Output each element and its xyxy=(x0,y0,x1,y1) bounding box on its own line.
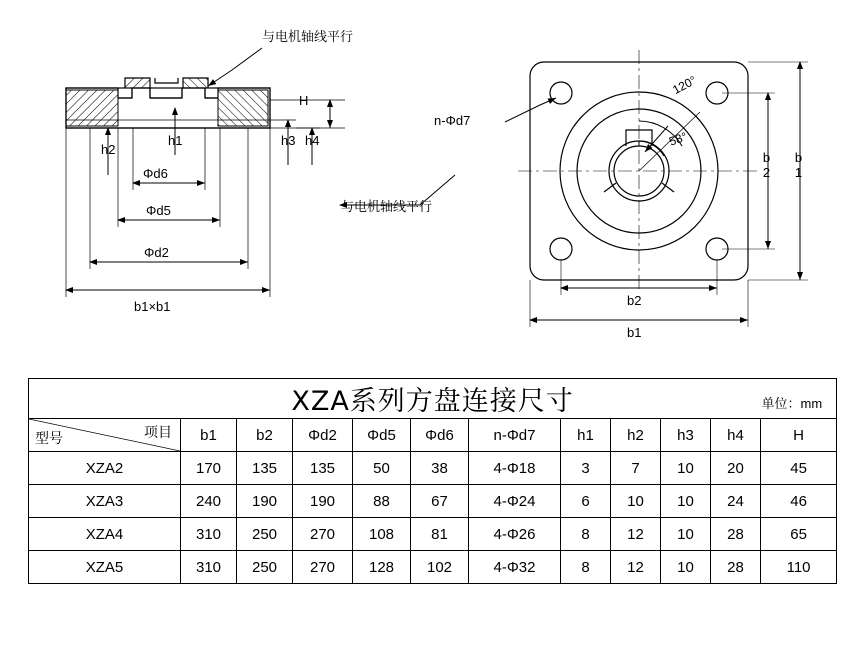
cell-xza4-d6: 81 xyxy=(411,518,469,551)
label-h4: h4 xyxy=(305,133,320,148)
label-d2: Φd2 xyxy=(144,245,169,260)
cell-xza5-h4: 28 xyxy=(711,551,761,584)
column-header-h3: h3 xyxy=(661,419,711,452)
cell-xza3-d5: 88 xyxy=(353,485,411,518)
table-title-row xyxy=(29,379,837,419)
table-row xyxy=(29,551,837,584)
cell-xza5-h2: 12 xyxy=(611,551,661,584)
table-title-cell xyxy=(29,379,837,419)
column-header-d7: n-Φd7 xyxy=(469,419,561,452)
cell-xza5-d7: 4-Φ32 xyxy=(469,551,561,584)
column-header-h4: h4 xyxy=(711,419,761,452)
table-corner-cell xyxy=(29,419,181,452)
cell-xza2-d5: 50 xyxy=(353,452,411,485)
column-header-d5: Φd5 xyxy=(353,419,411,452)
cell-xza2-h1: 3 xyxy=(561,452,611,485)
dimensions-table-wrapper xyxy=(28,378,836,584)
cell-xza2-d7: 4-Φ18 xyxy=(469,452,561,485)
cell-xza3-d6: 67 xyxy=(411,485,469,518)
cell-xza4-d5: 108 xyxy=(353,518,411,551)
label-b2-horizontal: b2 xyxy=(627,293,642,308)
cell-xza4-H: 65 xyxy=(761,518,837,551)
row-model-xza3: XZA3 xyxy=(29,485,181,518)
cell-xza5-h3: 10 xyxy=(661,551,711,584)
cell-xza4-d2: 270 xyxy=(293,518,353,551)
label-hole-callout: n-Φd7 xyxy=(434,113,471,128)
cell-xza3-b2: 190 xyxy=(237,485,293,518)
table-title: XZA系列方盘连接尺寸 xyxy=(291,386,574,417)
cell-xza2-d6: 38 xyxy=(411,452,469,485)
cell-xza5-d6: 102 xyxy=(411,551,469,584)
label-h1: h1 xyxy=(168,133,183,148)
cell-xza4-h1: 8 xyxy=(561,518,611,551)
label-angle-120: 120° xyxy=(670,72,699,98)
cell-xza3-h4: 24 xyxy=(711,485,761,518)
label-b1-vertical: b1 xyxy=(791,150,806,180)
cell-xza3-h2: 10 xyxy=(611,485,661,518)
label-b1-horizontal: b1 xyxy=(627,325,642,340)
label-d5: Φd5 xyxy=(146,203,171,218)
column-header-H: H xyxy=(761,419,837,452)
cell-xza3-h3: 10 xyxy=(661,485,711,518)
cell-xza4-b1: 310 xyxy=(181,518,237,551)
corner-item-label: 项目 xyxy=(144,424,172,440)
cell-xza5-d2: 270 xyxy=(293,551,353,584)
cell-xza3-d7: 4-Φ24 xyxy=(469,485,561,518)
column-header-b2: b2 xyxy=(237,419,293,452)
cell-xza4-h4: 28 xyxy=(711,518,761,551)
cell-xza5-h1: 8 xyxy=(561,551,611,584)
cell-xza5-d5: 128 xyxy=(353,551,411,584)
label-H: H xyxy=(299,93,309,108)
label-b1xb1: b1×b1 xyxy=(134,299,171,314)
dimensions-table xyxy=(28,378,837,584)
row-model-xza5: XZA5 xyxy=(29,551,181,584)
cell-xza4-h3: 10 xyxy=(661,518,711,551)
table-row xyxy=(29,518,837,551)
column-header-h2: h2 xyxy=(611,419,661,452)
cell-xza4-h2: 12 xyxy=(611,518,661,551)
label-angle-58: 58° xyxy=(667,129,690,149)
column-header-d2: Φd2 xyxy=(293,419,353,452)
cell-xza2-h3: 10 xyxy=(661,452,711,485)
cell-xza2-H: 45 xyxy=(761,452,837,485)
cell-xza5-b2: 250 xyxy=(237,551,293,584)
label-h3: h3 xyxy=(281,133,296,148)
column-header-b1: b1 xyxy=(181,419,237,452)
cell-xza3-b1: 240 xyxy=(181,485,237,518)
label-d6: Φd6 xyxy=(143,166,168,181)
cell-xza2-h4: 20 xyxy=(711,452,761,485)
cell-xza2-d2: 135 xyxy=(293,452,353,485)
cell-xza4-b2: 250 xyxy=(237,518,293,551)
label-b2-vertical: b2 xyxy=(759,150,774,180)
table-unit: 单位：mm xyxy=(761,396,823,411)
cell-xza5-H: 110 xyxy=(761,551,837,584)
cell-xza2-b2: 135 xyxy=(237,452,293,485)
table-header-row xyxy=(29,419,837,452)
callout-bottom-label: 与电机轴线平行 xyxy=(341,199,433,214)
table-row xyxy=(29,452,837,485)
cell-xza3-H: 46 xyxy=(761,485,837,518)
cell-xza2-b1: 170 xyxy=(181,452,237,485)
row-model-xza2: XZA2 xyxy=(29,452,181,485)
callout-top-label: 与电机轴线平行 xyxy=(262,29,354,44)
cell-xza3-d2: 190 xyxy=(293,485,353,518)
cell-xza5-b1: 310 xyxy=(181,551,237,584)
callout-top-leader xyxy=(208,48,262,86)
cell-xza2-h2: 7 xyxy=(611,452,661,485)
row-model-xza4: XZA4 xyxy=(29,518,181,551)
column-header-h1: h1 xyxy=(561,419,611,452)
table-row xyxy=(29,485,837,518)
left-section-view xyxy=(66,78,300,128)
corner-model-label: 型号 xyxy=(35,430,63,446)
label-h2: h2 xyxy=(101,142,116,157)
cell-xza3-h1: 6 xyxy=(561,485,611,518)
cell-xza4-d7: 4-Φ26 xyxy=(469,518,561,551)
column-header-d6: Φd6 xyxy=(411,419,469,452)
